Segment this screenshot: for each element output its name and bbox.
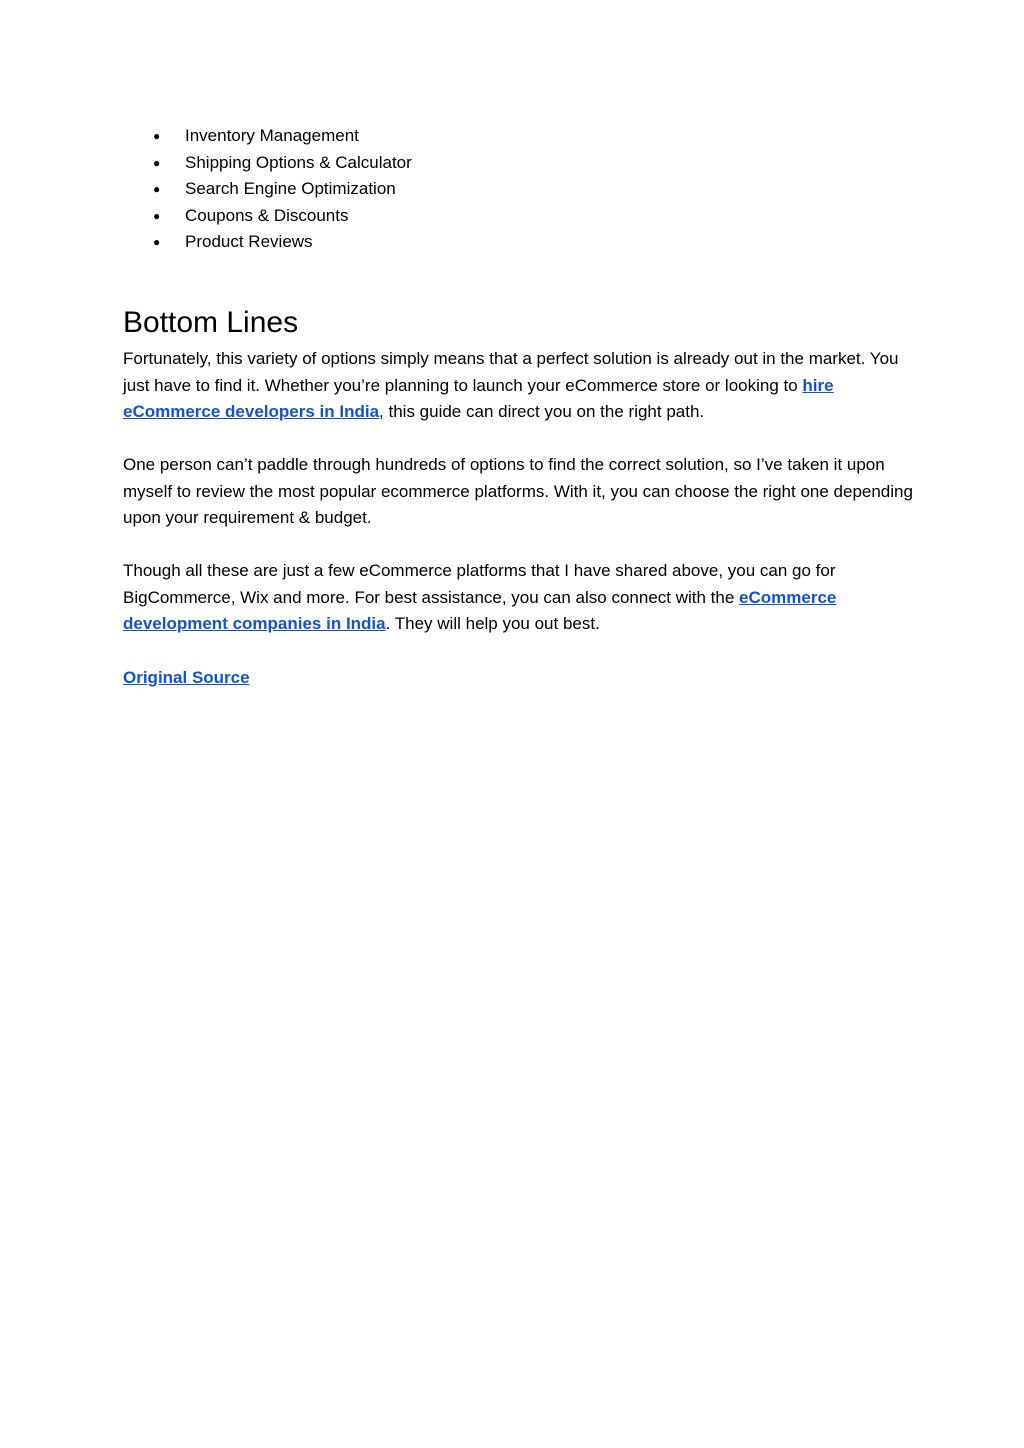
paragraph-text: , this guide can direct you on the right path. <box>379 402 705 422</box>
list-item <box>153 229 412 256</box>
section-heading: Bottom Lines <box>123 306 299 339</box>
paragraph-text: . They will help you out best. <box>385 614 600 634</box>
list-item <box>153 203 412 230</box>
list-item-text: Inventory Management <box>185 126 359 145</box>
list-item-text: Search Engine Optimization <box>185 179 396 198</box>
original-source-link[interactable]: Original Source <box>123 668 250 687</box>
paragraph-text: Though all these are just a few eCommerce platforms that I have shared above, you can go for BigCommerce, Wix and more. For best assistance, you can also connect with the <box>123 561 836 607</box>
bullet-icon: ● <box>153 129 161 143</box>
bullet-icon: ● <box>153 155 161 170</box>
source-paragraph <box>123 665 913 692</box>
list-item <box>153 176 412 203</box>
bullet-icon: ● <box>153 208 161 223</box>
hire-developers-link[interactable]: hire eCommerce developers in India <box>123 375 834 422</box>
paragraph-text: Fortunately, this variety of options simply means that a perfect solution is already out in the market. You just have to find it. Whether you’re planning to launch your eCommerce store or looking to <box>123 349 899 395</box>
list-item-text: Coupons & Discounts <box>185 205 349 225</box>
list-item-text: Shipping Options & Calculator <box>185 152 412 172</box>
paragraph-closing <box>123 558 913 638</box>
paragraph-intro <box>123 346 913 426</box>
paragraph-review: One person can’t paddle through hundreds of options to find the correct solution, so I’ve taken it upon myself to review the most popular ecommerce platforms. With it, you can choose the right one depending upon your requirement & budget. <box>123 455 913 528</box>
list-item <box>153 123 412 150</box>
feature-list <box>153 123 412 256</box>
list-item <box>153 150 412 177</box>
bullet-icon: ● <box>153 182 161 196</box>
bullet-icon: ● <box>153 235 161 249</box>
development-companies-link[interactable]: eCommerce development companies in India <box>123 587 837 634</box>
list-item-text: Product Reviews <box>185 232 313 251</box>
